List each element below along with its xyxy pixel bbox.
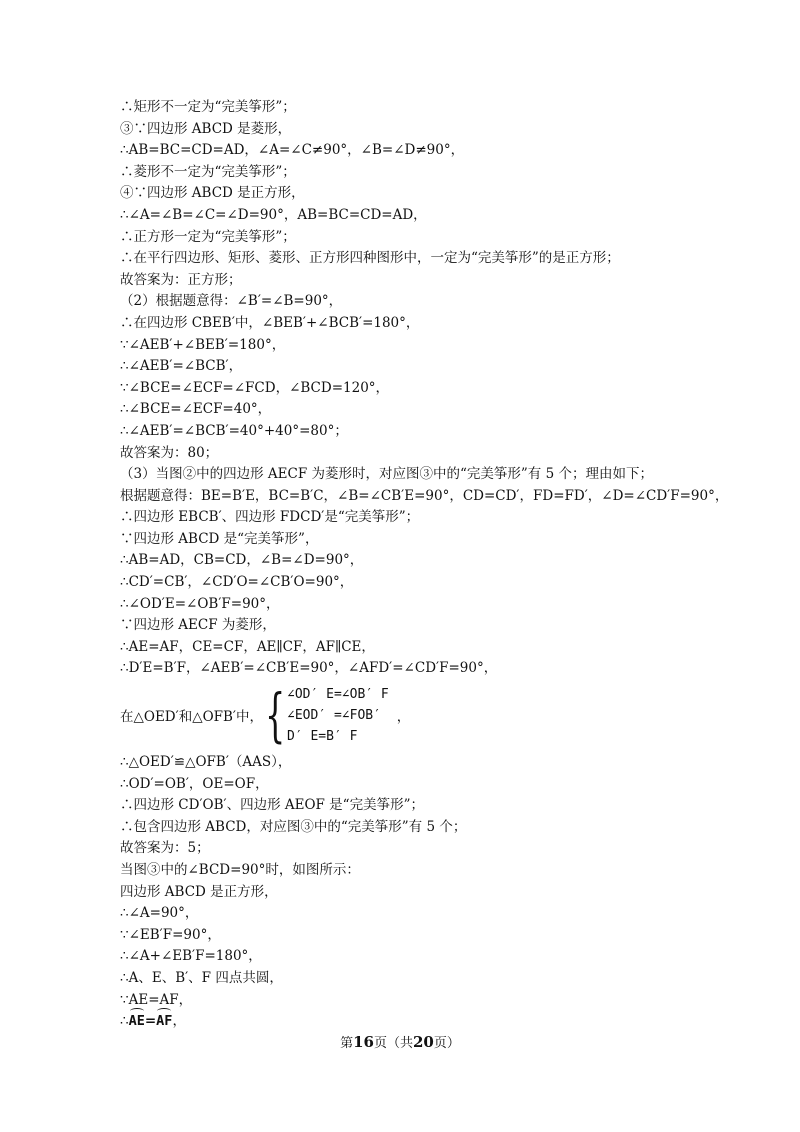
solution-line: 故答案为：正方形； bbox=[120, 271, 242, 288]
solution-line: ∴AB=AD，CB=CD，∠B=∠D=90°， bbox=[120, 552, 364, 569]
solution-line: ∴∠AEB′=∠BCB′=40°+40°=80°； bbox=[120, 422, 348, 439]
system-suffix: ， bbox=[396, 709, 411, 726]
solution-line: ∴∠A+∠EB′F=180°， bbox=[120, 948, 262, 965]
solution-line: （3）当图②中的四边形 AECF 为菱形时，对应图③中的“完美筝形”有 5 个；理由如下； bbox=[120, 466, 653, 483]
solution-line: ∵∠AEB′+∠BEB′=180°， bbox=[120, 336, 286, 353]
footer-post: 页） bbox=[433, 1036, 460, 1051]
solution-line: ∴四边形 CD′OB′、四边形 AEOF 是“完美筝形”； bbox=[120, 797, 424, 814]
therefore-symbol: ∴ bbox=[120, 1013, 129, 1030]
solution-line: （2）根据题意得：∠B′=∠B=90°， bbox=[120, 293, 343, 310]
footer-total-pages: 20 bbox=[413, 1033, 434, 1051]
arc-ae: AE bbox=[129, 1011, 145, 1033]
solution-line: ∴A、E、B′、F 四点共圆， bbox=[120, 969, 283, 986]
solution-line: ∴∠AEB′=∠BCB′， bbox=[120, 358, 243, 375]
solution-line: 根据题意得：BE=B′E，BC=B′C，∠B=∠CB′E=90°，CD=CD′，FD=FD′，∠D=∠CD′F=90°， bbox=[120, 487, 729, 504]
footer-mid: 页（共 bbox=[373, 1036, 413, 1051]
arc-equality-line bbox=[120, 1011, 720, 1033]
solution-line: ∴OD′=OB′，OE=OF， bbox=[120, 775, 269, 792]
left-brace-icon: { bbox=[265, 681, 286, 750]
solution-line: 四边形 ABCD 是正方形， bbox=[120, 883, 278, 900]
solution-line: ∴包含四边形 ABCD，对应图③中的“完美筝形”有 5 个； bbox=[120, 818, 467, 835]
footer-pre: 第 bbox=[340, 1036, 354, 1051]
solution-line: ∴矩形不一定为“完美筝形”； bbox=[120, 99, 296, 115]
equation-line: ∠OD′ E=∠OB′ F bbox=[287, 686, 389, 702]
solution-lines-top bbox=[120, 97, 729, 680]
solution-line: ∴菱形不一定为“完美筝形”； bbox=[120, 163, 296, 180]
solution-line: ∴CD′=CB′，∠CD′O=∠CB′O=90°， bbox=[120, 574, 354, 591]
footer-page-number: 16 bbox=[353, 1033, 374, 1051]
solution-line: ∵∠BCE=∠ECF=∠FCD，∠BCD=120°， bbox=[120, 379, 390, 396]
solution-line: ∴∠BCE=∠ECF=40°， bbox=[120, 401, 272, 418]
system-equations bbox=[287, 684, 389, 747]
solution-line: ∴四边形 EBCB′、四边形 FDCD′是“完美筝形”； bbox=[120, 509, 420, 526]
equals-sign: = bbox=[144, 1013, 157, 1030]
solution-line: ∴∠OD′E=∠OB′F=90°， bbox=[120, 595, 280, 612]
solution-line: ∴△OED′≌△OFB′（AAS）， bbox=[120, 754, 292, 771]
solution-line: ∵∠EB′F=90°， bbox=[120, 926, 221, 943]
solution-line: 故答案为：5； bbox=[120, 840, 210, 857]
solution-line: ∴正方形一定为“完美筝形”； bbox=[120, 228, 296, 245]
solution-line: ④∵四边形 ABCD 是正方形， bbox=[120, 185, 305, 202]
equation-line: ∠EOD′ =∠FOB′ bbox=[287, 707, 381, 723]
solution-line: ∴在四边形 CBEB′中，∠BEB′+∠BCB′=180°， bbox=[120, 314, 420, 331]
page-footer bbox=[0, 1032, 800, 1051]
arc-line-suffix: ， bbox=[172, 1013, 186, 1030]
equation-line: D′ E=B′ F bbox=[287, 728, 358, 744]
solution-line: ∵四边形 AECF 为菱形， bbox=[120, 617, 276, 634]
solution-line: ∴∠A=90°， bbox=[120, 905, 199, 922]
solution-body bbox=[120, 97, 729, 1033]
solution-line: ∵四边形 ABCD 是“完美筝形”， bbox=[120, 530, 319, 547]
solution-line: ∴∠A=∠B=∠C=∠D=90°，AB=BC=CD=AD， bbox=[120, 206, 427, 223]
solution-line: 当图③中的∠BCD=90°时，如图所示： bbox=[120, 862, 360, 878]
solution-line: ∴AB=BC=CD=AD，∠A=∠C≠90°，∠B=∠D≠90°， bbox=[120, 142, 465, 159]
solution-line: ∴AE=AF，CE=CF，AE∥CF，AF∥CE， bbox=[120, 638, 375, 655]
solution-line: ∵AE=AF， bbox=[120, 991, 193, 1008]
arc-af: AF bbox=[156, 1011, 172, 1033]
solution-line: 故答案为：80； bbox=[120, 444, 219, 461]
solution-line: ③∵四边形 ABCD 是菱形， bbox=[120, 120, 292, 137]
equation-system bbox=[120, 682, 720, 748]
system-prefix: 在△OED′和△OFB′中， bbox=[120, 709, 263, 726]
solution-lines-bottom bbox=[120, 752, 720, 1011]
solution-line: ∴D′E=B′F，∠AEB′=∠CB′E=90°，∠AFD′=∠CD′F=90°， bbox=[120, 660, 498, 677]
solution-line: ∴在平行四边形、矩形、菱形、正方形四种图形中，一定为“完美筝形”的是正方形； bbox=[120, 250, 620, 267]
